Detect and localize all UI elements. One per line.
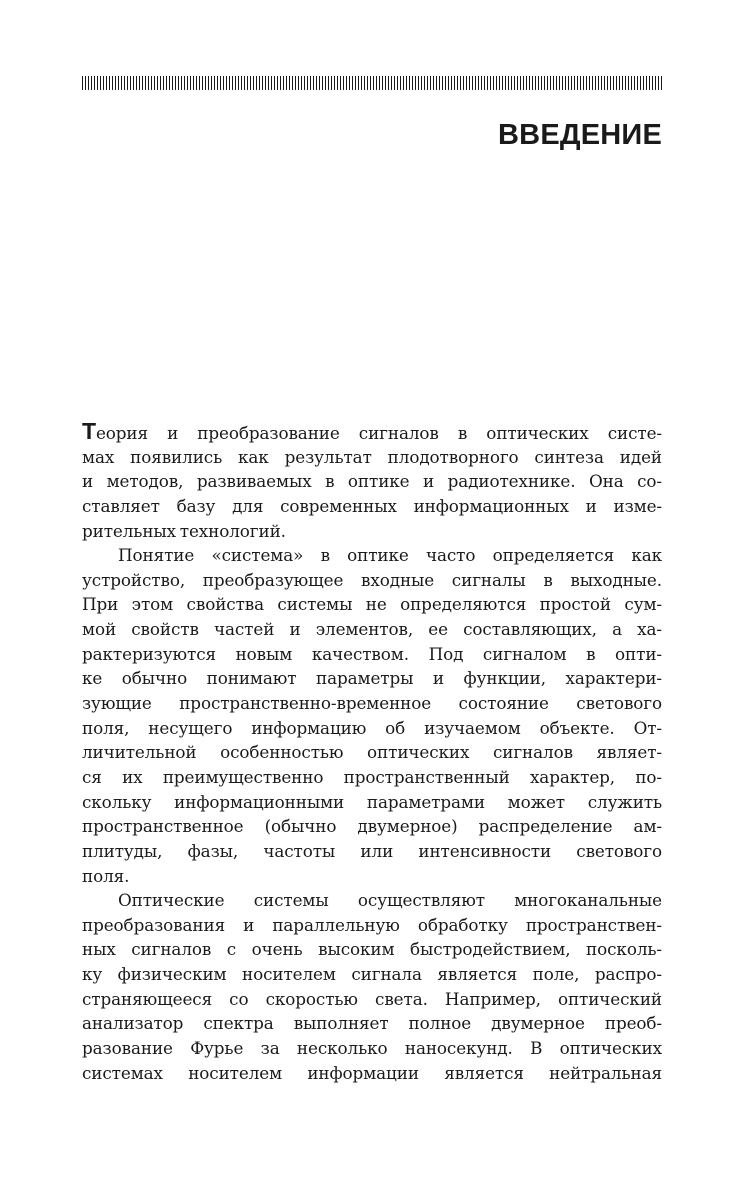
text-line: поля. [82,865,130,886]
text-line: и методов, развиваемых в оптике и радиотехнике. Она со- [82,471,662,492]
text-line: пространственное (обычно двумерное) распределение ам- [82,816,662,837]
text-line: скольку информационными параметрами может служить [82,791,662,812]
decorative-header-rule [82,76,662,90]
paragraph [82,543,662,888]
text-line: ся их преимущественно пространственный характер, по- [82,766,662,787]
text-line: преобразования и параллельную обработку пространствен- [82,914,662,935]
text-line: Теория и преобразование сигналов в оптических систе- [82,420,662,444]
text-line: плитуды, фазы, частоты или интенсивности светового [82,840,662,861]
chapter-body [82,420,662,1085]
text-line: разование Фурье за несколько наносекунд. В оптических [82,1038,662,1059]
text-line: зующие пространственно-временное состояние светового [82,693,662,714]
drop-cap: Т [82,420,96,444]
text-line: ставляет базу для современных информационных и изме- [82,495,662,516]
text-line: ку физическим носителем сигнала является поле, распро- [82,964,662,985]
text-line: ных сигналов с очень высоким быстродействием, посколь- [82,939,662,960]
text-line: При этом свойства системы не определяются простой сум- [82,594,662,615]
text-line: мой свойств частей и элементов, ее составляющих, а ха- [82,619,662,640]
text-line: мах появились как результат плодотворного синтеза идей [82,446,662,467]
text-line: Оптические системы осуществляют многоканальные [118,890,662,911]
text-line: ке обычно понимают параметры и функции, характери- [82,668,662,689]
text-line: системах носителем информации является нейтральная [82,1062,662,1083]
text-line: личительной особенностью оптических сигналов являет- [82,742,662,763]
text-line: поля, несущего информацию об изучаемом объекте. От- [82,717,662,738]
text-line: страняющееся со скоростью света. Например, оптический [82,988,662,1009]
paragraph [82,888,662,1085]
text-line: рактеризуются новым качеством. Под сигналом в опти- [82,643,662,664]
text-line: рительных технологий. [82,520,286,541]
chapter-title: ВВЕДЕНИЕ [498,119,662,151]
text-line: анализатор спектра выполняет полное двумерное преоб- [82,1013,662,1034]
text-line: Понятие «система» в оптике часто определяется как [118,545,662,566]
paragraph [82,420,662,543]
text-line: устройство, преобразующее входные сигналы в выходные. [82,569,662,590]
